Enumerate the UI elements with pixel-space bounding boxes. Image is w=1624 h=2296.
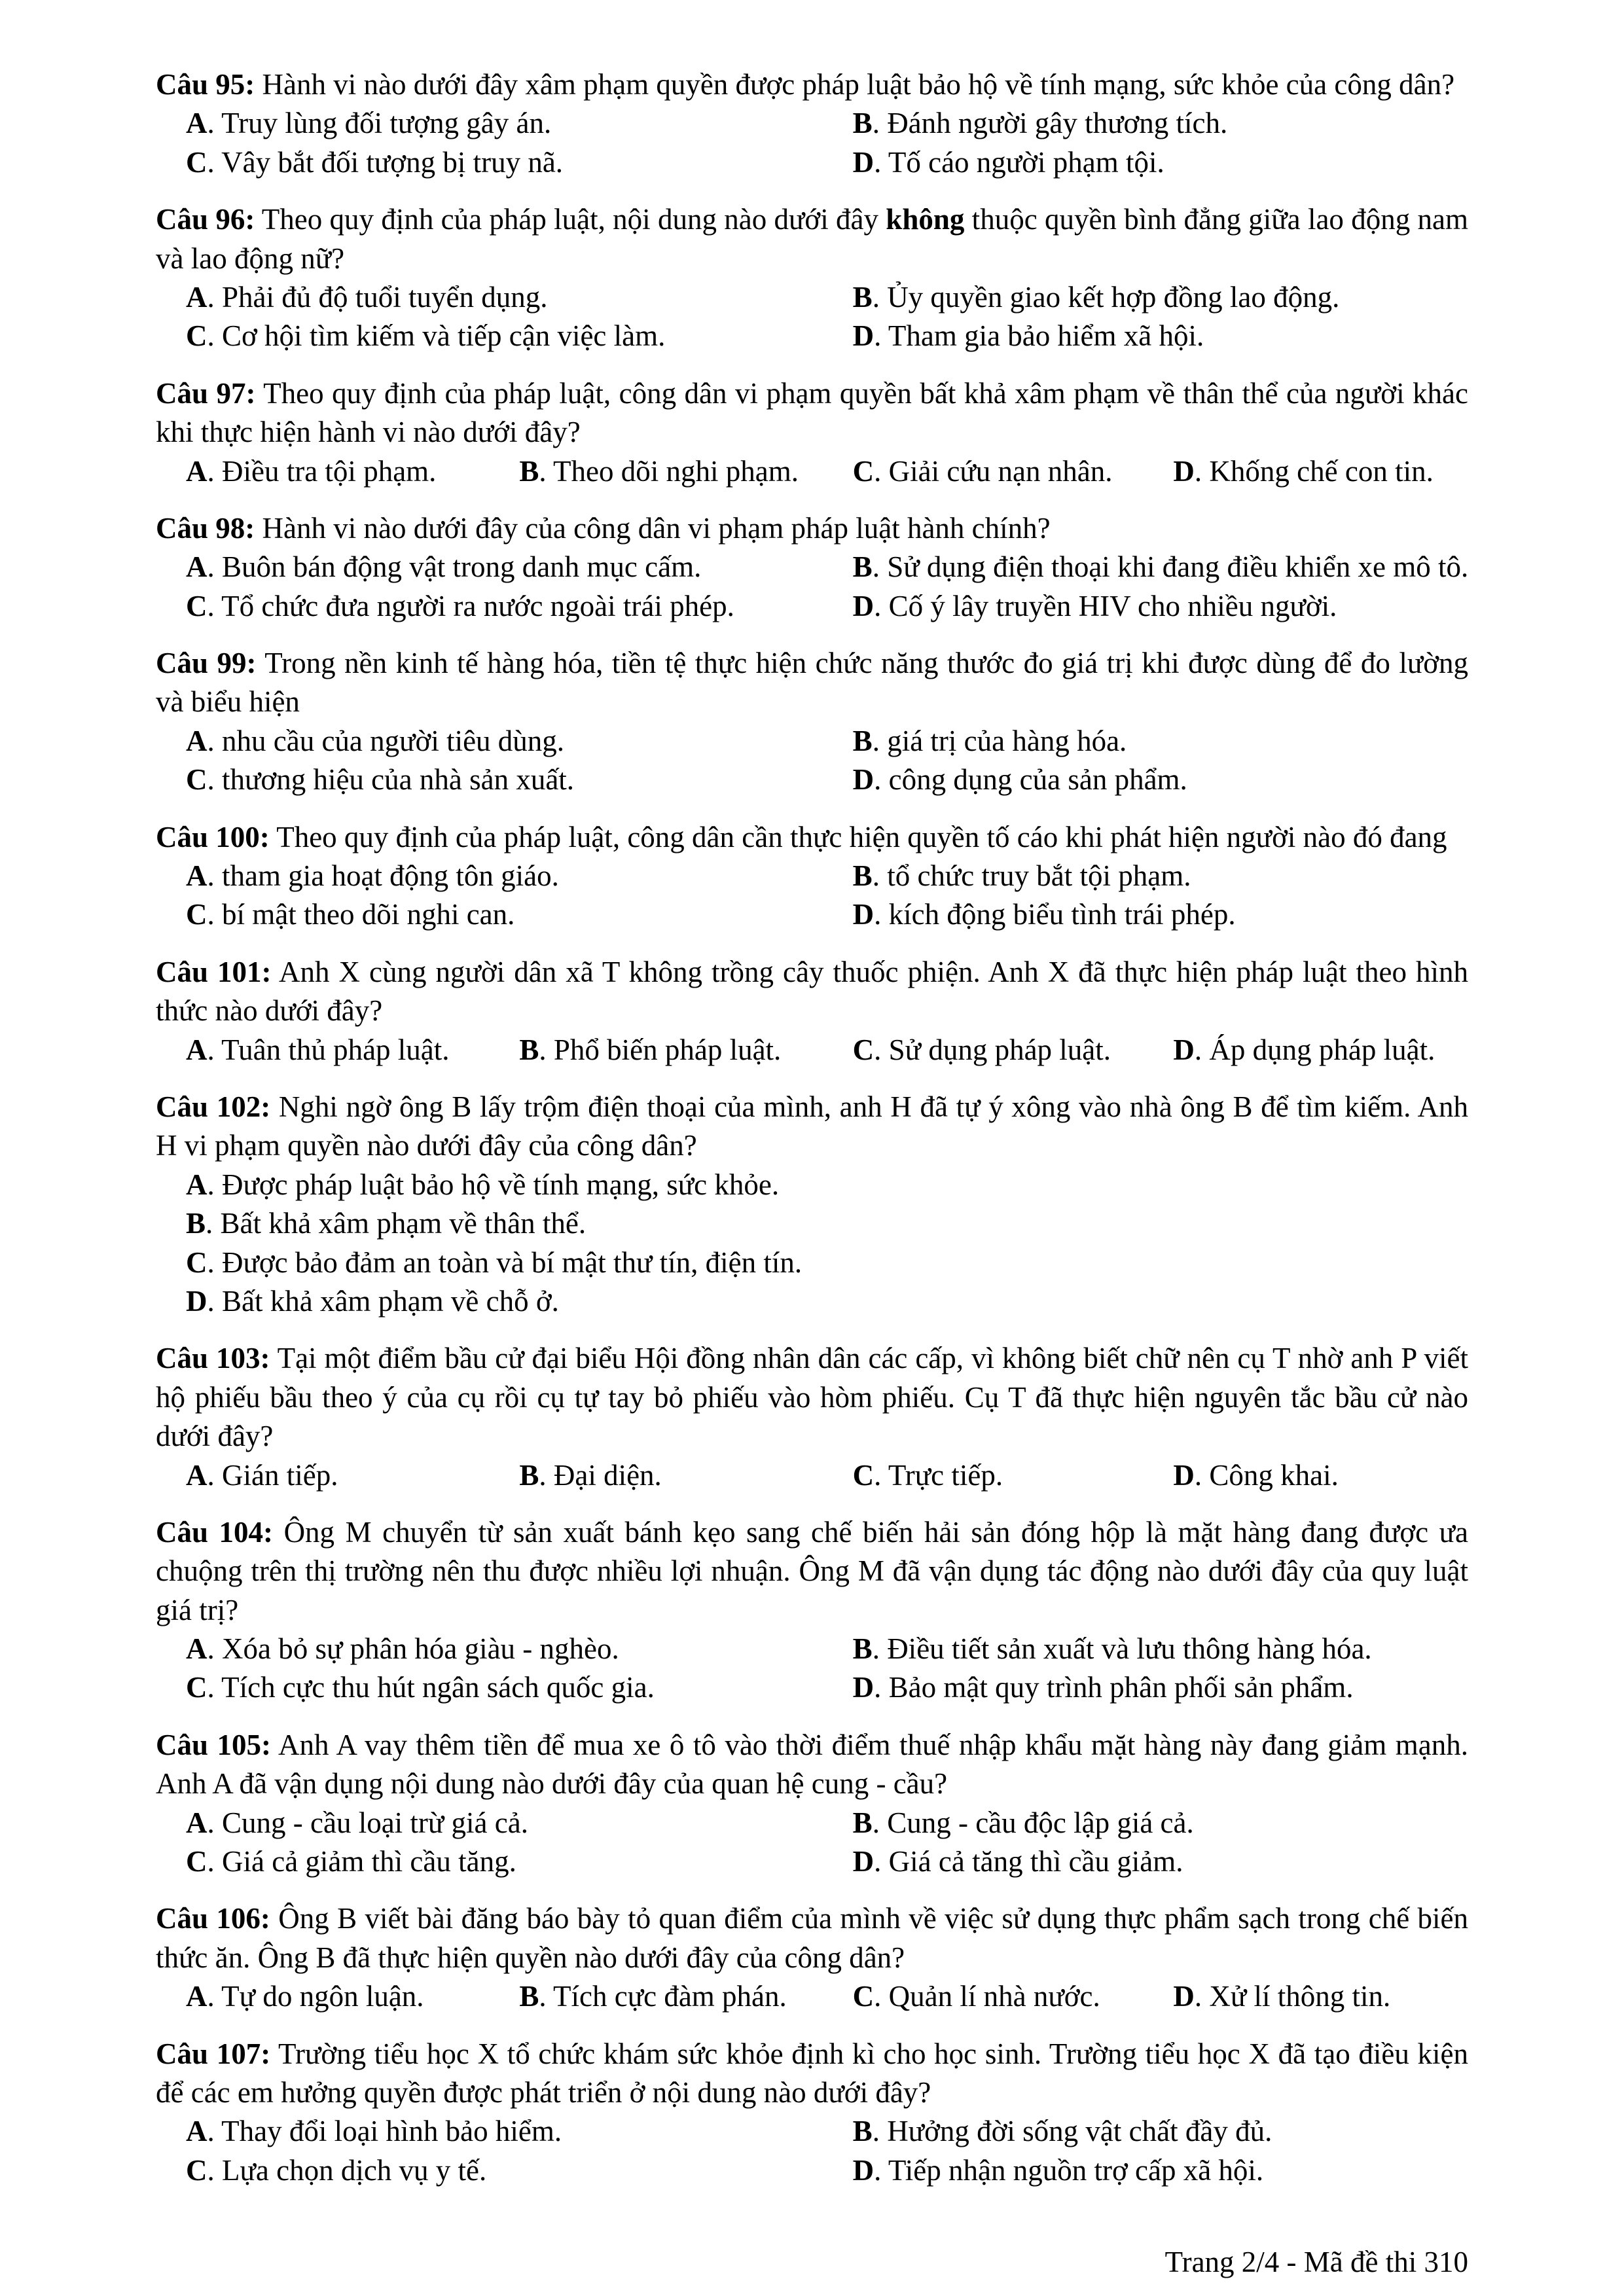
option-label: C xyxy=(852,1458,875,1492)
options-group xyxy=(156,1456,1468,1495)
question-text-segment: thuộc quyền bình đẳng giữa lao động nam và lao động nữ? xyxy=(156,203,1468,275)
options-group xyxy=(156,452,1468,491)
question-number: Câu 98: xyxy=(156,511,255,545)
question-block xyxy=(156,1088,1468,1321)
option-c: C. Giá cả giảm thì cầu tăng. xyxy=(186,1845,516,1878)
option-label: D xyxy=(852,145,875,179)
option-label: A xyxy=(186,1632,208,1666)
question-number: Câu 97: xyxy=(156,376,256,410)
option-label: C xyxy=(186,1671,208,1704)
question-block xyxy=(156,65,1468,182)
option-label: A xyxy=(186,1806,208,1839)
question-block xyxy=(156,1726,1468,1882)
option-a: A. Buôn bán động vật trong danh mục cấm. xyxy=(186,550,702,584)
question-block xyxy=(156,1513,1468,1708)
option-a: A. Gián tiếp. xyxy=(186,1458,338,1492)
option-c: C. Giải cứu nạn nhân. xyxy=(852,454,1113,488)
question-number: Câu 99: xyxy=(156,647,257,680)
question-number: Câu 95: xyxy=(156,68,255,101)
option-b: B. Đánh người gây thương tích. xyxy=(852,107,1228,140)
question-number: Câu 103: xyxy=(156,1342,270,1375)
option-label: B xyxy=(852,1806,873,1839)
option-label: C xyxy=(852,1033,875,1066)
option-label: D xyxy=(852,589,875,622)
option-b: B. giá trị của hàng hóa. xyxy=(852,724,1127,757)
option-b: B. Tích cực đàm phán. xyxy=(519,1980,787,2013)
question-text-segment: Theo quy định của pháp luật, nội dung nào dưới đây xyxy=(261,203,886,236)
option-d: D. Công khai. xyxy=(1173,1458,1339,1492)
option-c: C. Quản lí nhà nước. xyxy=(852,1980,1100,2013)
option-label: B xyxy=(852,1632,873,1666)
option-label: A xyxy=(186,280,208,314)
question-text xyxy=(156,1339,1468,1456)
question-block xyxy=(156,200,1468,356)
question-text-segment: Ông M chuyển từ sản xuất bánh kẹo sang chế biến hải sản đóng hộp là mặt hàng đang được ưa chuộng trên thị trường nên thu được nhiều lợi nhuận. Ông M đã vận dụng tác động nào dưới đây của quy luật giá trị? xyxy=(156,1515,1469,1626)
question-text-segment: Nghi ngờ ông B lấy trộm điện thoại của mình, anh H đã tự ý xông vào nhà ông B để tìm kiếm. Anh H vi phạm quyền nào dưới đây của công dân? xyxy=(156,1090,1469,1162)
option-label: C xyxy=(186,1246,208,1279)
question-text xyxy=(156,2035,1468,2113)
option-a: A. Cung - cầu loại trừ giá cả. xyxy=(186,1806,528,1839)
question-text xyxy=(156,1899,1468,1977)
option-label: A xyxy=(186,1168,208,1201)
option-a: A. Thay đổi loại hình bảo hiểm. xyxy=(186,2115,562,2148)
options-group xyxy=(156,1166,1468,1321)
option-b: B. Đại diện. xyxy=(519,1458,662,1492)
options-group xyxy=(156,857,1468,935)
question-text-segment: Ông B viết bài đăng báo bày tỏ quan điểm của mình về việc sử dụng thực phẩm sạch trong chế biến thức ăn. Ông B đã thực hiện quyền nào dưới đây của công dân? xyxy=(156,1902,1469,1974)
option-b: B. Phổ biến pháp luật. xyxy=(519,1033,782,1066)
question-text xyxy=(156,818,1468,857)
option-d: D. kích động biểu tình trái phép. xyxy=(852,898,1236,931)
question-text-segment: Anh A vay thêm tiền để mua xe ô tô vào thời điểm thuế nhập khẩu mặt hàng này đang giảm mạnh. Anh A đã vận dụng nội dung nào dưới đây của quan hệ cung - cầu? xyxy=(156,1728,1468,1801)
options-group xyxy=(156,1630,1468,1708)
option-b: B. Ủy quyền giao kết hợp đồng lao động. xyxy=(852,280,1340,314)
question-number: Câu 96: xyxy=(156,203,255,236)
question-text-bold-segment: không xyxy=(886,203,965,236)
option-label: D xyxy=(186,1284,208,1318)
question-block xyxy=(156,644,1468,800)
options-group xyxy=(156,1804,1468,1882)
option-b: B. Sử dụng điện thoại khi đang điều khiển xe mô tô. xyxy=(852,550,1469,584)
option-label: B xyxy=(519,1033,539,1066)
question-text-segment: Anh X cùng người dân xã T không trồng cây thuốc phiện. Anh X đã thực hiện pháp luật theo hình thức nào dưới đây? xyxy=(156,955,1468,1028)
option-label: C xyxy=(186,145,208,179)
question-text-segment: Theo quy định của pháp luật, công dân vi phạm quyền bất khả xâm phạm về thân thể của người khác khi thực hiện hành vi nào dưới đây? xyxy=(156,376,1469,449)
option-label: D xyxy=(852,319,875,353)
option-label: D xyxy=(852,2153,875,2187)
option-d: D. Khống chế con tin. xyxy=(1173,454,1434,488)
option-label: C xyxy=(852,454,875,488)
option-c: C. Tích cực thu hút ngân sách quốc gia. xyxy=(186,1671,655,1704)
option-d: D. Tham gia bảo hiểm xã hội. xyxy=(852,319,1204,353)
question-text xyxy=(156,953,1468,1031)
option-a: A. Được pháp luật bảo hộ về tính mạng, sức khỏe. xyxy=(186,1168,780,1201)
option-label: B xyxy=(852,107,873,140)
options-group xyxy=(156,1031,1468,1069)
question-block xyxy=(156,818,1468,935)
option-d: D. Tiếp nhận nguồn trợ cấp xã hội. xyxy=(852,2153,1264,2187)
option-label: D xyxy=(852,1671,875,1704)
question-block xyxy=(156,953,1468,1069)
question-number: Câu 107: xyxy=(156,2037,271,2070)
option-label: A xyxy=(186,107,208,140)
option-c: C. thương hiệu của nhà sản xuất. xyxy=(186,763,575,797)
option-label: B xyxy=(186,1207,206,1240)
option-a: A. Xóa bỏ sự phân hóa giàu - nghèo. xyxy=(186,1632,619,1666)
option-label: A xyxy=(186,1033,208,1066)
question-block xyxy=(156,374,1468,491)
question-text-segment: Theo quy định của pháp luật, công dân cần thực hiện quyền tố cáo khi phát hiện người nào đó đang xyxy=(276,820,1447,853)
option-label: C xyxy=(186,763,208,797)
question-text-segment: Hành vi nào dưới đây xâm phạm quyền được pháp luật bảo hộ về tính mạng, sức khỏe của công dân? xyxy=(262,68,1455,101)
option-label: A xyxy=(186,550,208,584)
options-group xyxy=(156,548,1468,626)
question-number: Câu 100: xyxy=(156,820,270,853)
option-label: C xyxy=(186,2153,208,2187)
option-c: C. Sử dụng pháp luật. xyxy=(852,1033,1111,1066)
option-label: C xyxy=(186,898,208,931)
question-text xyxy=(156,1513,1468,1630)
question-block xyxy=(156,1339,1468,1495)
option-c: C. bí mật theo dõi nghi can. xyxy=(186,898,515,931)
option-label: B xyxy=(852,859,873,893)
option-label: D xyxy=(1173,1033,1195,1066)
page-footer: Trang 2/4 - Mã đề thi 310 xyxy=(1164,2245,1468,2278)
option-label: D xyxy=(1173,1458,1195,1492)
options-group xyxy=(156,2112,1468,2190)
option-a: A. nhu cầu của người tiêu dùng. xyxy=(186,724,565,757)
option-c: C. Được bảo đảm an toàn và bí mật thư tín, điện tín. xyxy=(186,1246,803,1279)
question-number: Câu 102: xyxy=(156,1090,271,1123)
question-number: Câu 101: xyxy=(156,955,272,988)
question-text xyxy=(156,65,1468,104)
option-label: C xyxy=(852,1980,875,2013)
option-label: A xyxy=(186,2115,208,2148)
option-c: C. Lựa chọn dịch vụ y tế. xyxy=(186,2153,487,2187)
option-c: C. Tổ chức đưa người ra nước ngoài trái phép. xyxy=(186,589,734,622)
question-text xyxy=(156,1726,1468,1804)
question-block xyxy=(156,509,1468,626)
option-label: B xyxy=(852,2115,873,2148)
option-label: D xyxy=(852,1845,875,1878)
options-group xyxy=(156,1977,1468,2016)
option-d: D. Áp dụng pháp luật. xyxy=(1173,1033,1435,1066)
option-label: A xyxy=(186,1980,208,2013)
option-d: D. Bảo mật quy trình phân phối sản phẩm. xyxy=(852,1671,1354,1704)
option-b: B. Điều tiết sản xuất và lưu thông hàng hóa. xyxy=(852,1632,1372,1666)
question-text-segment: Trường tiểu học X tổ chức khám sức khỏe định kì cho học sinh. Trường tiểu học X đã tạo điều kiện để các em hưởng quyền được phát triển ở nội dung nào dưới đây? xyxy=(156,2037,1469,2109)
option-label: A xyxy=(186,724,208,757)
option-label: B xyxy=(519,1458,539,1492)
options-group xyxy=(156,722,1468,800)
question-number: Câu 106: xyxy=(156,1902,270,1935)
question-text xyxy=(156,1088,1468,1166)
option-d: D. Giá cả tăng thì cầu giảm. xyxy=(852,1845,1183,1878)
option-c: C. Trực tiếp. xyxy=(852,1458,1003,1492)
question-text xyxy=(156,644,1468,722)
question-text-segment: Trong nền kinh tế hàng hóa, tiền tệ thực hiện chức năng thước đo giá trị khi được dùng để đo lường và biểu hiện xyxy=(156,647,1469,719)
option-d: D. Tố cáo người phạm tội. xyxy=(852,145,1164,179)
question-block xyxy=(156,2035,1468,2191)
question-text xyxy=(156,374,1468,452)
question-text xyxy=(156,509,1468,548)
option-c: C. Vây bắt đối tượng bị truy nã. xyxy=(186,145,564,179)
option-b: B. Hưởng đời sống vật chất đầy đủ. xyxy=(852,2115,1272,2148)
option-a: A. Tự do ngôn luận. xyxy=(186,1980,424,2013)
option-a: A. Tuân thủ pháp luật. xyxy=(186,1033,450,1066)
option-label: B xyxy=(852,280,873,314)
option-label: A xyxy=(186,454,208,488)
option-label: A xyxy=(186,1458,208,1492)
option-d: D. Xử lí thông tin. xyxy=(1173,1980,1391,2013)
question-text-segment: Tại một điểm bầu cử đại biểu Hội đồng nhân dân các cấp, vì không biết chữ nên cụ T nhờ anh P viết hộ phiếu bầu theo ý của cụ rồi cụ tự tay bỏ phiếu vào hòm phiếu. Cụ T đã thực hiện nguyên tắc bầu cử nào dưới đây? xyxy=(156,1342,1469,1453)
option-b: B. Bất khả xâm phạm về thân thể. xyxy=(186,1207,586,1240)
option-c: C. Cơ hội tìm kiếm và tiếp cận việc làm. xyxy=(186,319,666,353)
option-label: B xyxy=(852,550,873,584)
options-group xyxy=(156,278,1468,356)
option-a: A. Truy lùng đối tượng gây án. xyxy=(186,107,552,140)
question-text xyxy=(156,200,1468,278)
option-label: C xyxy=(186,319,208,353)
question-number: Câu 104: xyxy=(156,1515,274,1549)
option-label: D xyxy=(852,898,875,931)
option-a: A. Phải đủ độ tuổi tuyển dụng. xyxy=(186,280,548,314)
option-label: D xyxy=(1173,454,1195,488)
option-a: A. Điều tra tội phạm. xyxy=(186,454,437,488)
option-label: B xyxy=(519,454,539,488)
option-label: B xyxy=(852,724,873,757)
option-a: A. tham gia hoạt động tôn giáo. xyxy=(186,859,559,893)
option-label: D xyxy=(1173,1980,1195,2013)
options-group xyxy=(156,104,1468,182)
option-b: B. Cung - cầu độc lập giá cả. xyxy=(852,1806,1194,1839)
question-list xyxy=(156,65,1468,2190)
question-text-segment: Hành vi nào dưới đây của công dân vi phạm pháp luật hành chính? xyxy=(262,511,1051,545)
option-d: D. Cố ý lây truyền HIV cho nhiều người. xyxy=(852,589,1337,622)
option-label: A xyxy=(186,859,208,893)
option-label: C xyxy=(186,589,208,622)
option-d: D. công dụng của sản phẩm. xyxy=(852,763,1187,797)
option-b: B. Theo dõi nghi phạm. xyxy=(519,454,799,488)
option-label: D xyxy=(852,763,875,797)
option-label: C xyxy=(186,1845,208,1878)
question-block xyxy=(156,1899,1468,2016)
option-label: B xyxy=(519,1980,539,2013)
question-number: Câu 105: xyxy=(156,1728,272,1761)
option-b: B. tổ chức truy bắt tội phạm. xyxy=(852,859,1191,893)
option-d: D. Bất khả xâm phạm về chỗ ở. xyxy=(186,1284,559,1318)
